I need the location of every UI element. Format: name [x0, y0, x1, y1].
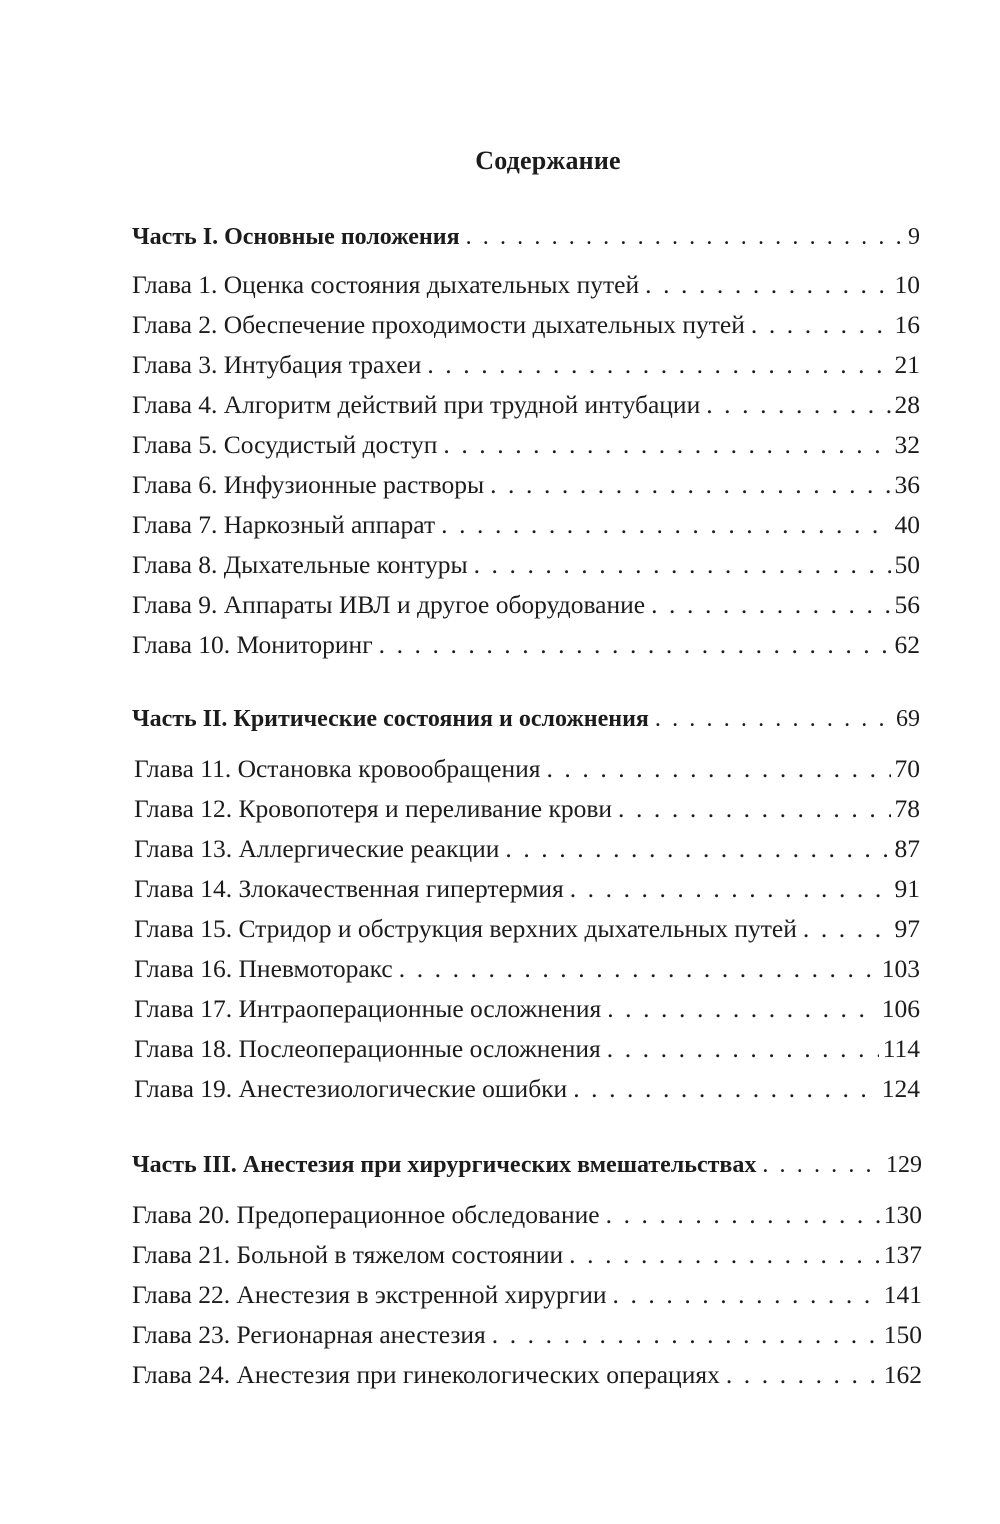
toc-page-number: 50	[894, 550, 920, 579]
toc-part-label: Часть II. Критические состояния и осложнения	[132, 706, 649, 732]
toc-chapter-entry	[134, 754, 920, 794]
toc-chapter-label: Глава 20. Предоперационное обследование	[132, 1200, 600, 1229]
toc-chapter-entry	[132, 630, 920, 670]
toc-chapter-label: Глава 7. Наркозный аппарат	[132, 510, 436, 539]
toc-chapter-entry	[134, 1034, 920, 1074]
toc-page-number: 103	[881, 954, 920, 983]
toc-chapter-entry	[134, 1074, 920, 1114]
dot-leader	[613, 1280, 880, 1310]
toc-part-entry	[132, 224, 920, 264]
toc-chapter-entry	[132, 1360, 922, 1400]
toc-chapter-label: Глава 3. Интубация трахеи	[132, 350, 422, 379]
dot-leader	[573, 1074, 878, 1104]
toc-page-number: 10	[894, 270, 920, 299]
toc-page-number: 69	[896, 706, 920, 732]
toc-chapter-entry	[132, 270, 920, 310]
toc-chapter-label: Глава 4. Алгоритм действий при трудной интубации	[132, 390, 701, 419]
toc-page-number: 16	[894, 310, 920, 339]
toc-chapter-label: Глава 8. Дыхательные контуры	[132, 550, 468, 579]
dot-leader	[706, 390, 890, 420]
dot-leader	[645, 270, 890, 300]
toc-page-number: 40	[894, 510, 920, 539]
toc-part-label: Часть I. Основные положения	[132, 224, 460, 250]
toc-chapter-label: Глава 13. Аллергические реакции	[134, 834, 500, 863]
toc-chapter-label: Глава 23. Регионарная анестезия	[132, 1320, 486, 1349]
toc-chapter-entry	[134, 994, 920, 1034]
toc-chapter-label: Глава 11. Остановка кровообращения	[134, 754, 541, 783]
dot-leader	[726, 1360, 880, 1390]
toc-part-entry	[132, 706, 920, 746]
toc-chapter-entry	[132, 350, 920, 390]
toc-page-number: 70	[894, 754, 920, 783]
toc-chapter-label: Глава 16. Пневмоторакс	[134, 954, 393, 983]
toc-page-number: 32	[894, 430, 920, 459]
dot-leader	[651, 590, 890, 620]
dot-leader	[427, 350, 890, 380]
dot-leader	[546, 754, 890, 784]
toc-page-number: 106	[881, 994, 920, 1023]
dot-leader	[569, 1240, 880, 1270]
toc-page-number: 28	[894, 390, 920, 419]
dot-leader	[570, 874, 891, 904]
toc-chapter-label: Глава 6. Инфузионные растворы	[132, 470, 485, 499]
toc-chapter-entry	[132, 390, 920, 430]
toc-page-number: 78	[894, 794, 920, 823]
dot-leader	[607, 994, 878, 1024]
toc-chapter-label: Глава 17. Интраоперационные осложнения	[134, 994, 602, 1023]
toc-page-number: 162	[883, 1360, 922, 1389]
toc-chapter-label: Глава 18. Послеоперационные осложнения	[134, 1034, 601, 1063]
toc-chapter-entry	[132, 1280, 922, 1320]
toc-page-number: 150	[883, 1320, 922, 1349]
toc-chapter-label: Глава 2. Обеспечение проходимости дыхательных путей	[132, 310, 745, 339]
toc-chapter-label: Глава 9. Аппараты ИВЛ и другое оборудование	[132, 590, 646, 619]
dot-leader	[490, 470, 890, 500]
toc-chapter-entry	[134, 794, 920, 834]
toc-chapter-label: Глава 12. Кровопотеря и переливание крови	[134, 794, 613, 823]
toc-chapter-entry	[132, 550, 920, 590]
toc-chapter-label: Глава 24. Анестезия при гинекологических операциях	[132, 1360, 720, 1389]
toc-page-number: 124	[881, 1074, 920, 1103]
dot-leader	[607, 1034, 879, 1064]
toc-chapter-entry	[132, 1320, 922, 1360]
toc-chapter-entry	[132, 1240, 922, 1280]
toc-chapter-label: Глава 22. Анестезия в экстренной хирургии	[132, 1280, 607, 1309]
toc-chapter-entry	[134, 834, 920, 874]
toc-chapter-entry	[134, 874, 920, 914]
toc-chapter-entry	[132, 310, 920, 350]
toc-chapter-label: Глава 14. Злокачественная гипертермия	[134, 874, 564, 903]
toc-page-number: 137	[883, 1240, 922, 1269]
toc-chapter-label: Глава 10. Мониторинг	[132, 630, 373, 659]
dot-leader	[762, 1152, 882, 1179]
dot-leader	[441, 510, 890, 540]
toc-chapter-label: Глава 19. Анестезиологические ошибки	[134, 1074, 568, 1103]
toc-chapter-entry	[132, 1200, 922, 1240]
toc-page-number: 62	[894, 630, 920, 659]
dot-leader	[655, 706, 892, 733]
dot-leader	[751, 310, 891, 340]
toc-chapter-label: Глава 1. Оценка состояния дыхательных путей	[132, 270, 640, 299]
toc-part-entry	[132, 1152, 922, 1192]
toc-chapter-label: Глава 21. Больной в тяжелом состоянии	[132, 1240, 564, 1269]
toc-chapter-entry	[134, 914, 920, 954]
toc-page-number: 141	[883, 1280, 922, 1309]
toc-chapter-entry	[132, 590, 920, 630]
dot-leader	[466, 224, 904, 251]
toc-page-number: 97	[894, 914, 920, 943]
dot-leader	[443, 430, 890, 460]
toc-page-number: 56	[894, 590, 920, 619]
toc-chapter-entry	[132, 510, 920, 550]
toc-page-number: 91	[894, 874, 920, 903]
toc-page-number: 130	[883, 1200, 922, 1229]
dot-leader	[505, 834, 890, 864]
toc-page-number: 36	[894, 470, 920, 499]
toc-chapter-label: Глава 15. Стридор и обструкция верхних дыхательных путей	[134, 914, 797, 943]
toc-page-number: 129	[886, 1152, 922, 1178]
toc-chapter-label: Глава 5. Сосудистый доступ	[132, 430, 438, 459]
toc-page-number: 9	[908, 224, 920, 250]
toc-part-label: Часть III. Анестезия при хирургических вмешательствах	[132, 1152, 757, 1178]
toc-chapter-entry	[134, 954, 920, 994]
toc-chapter-entry	[132, 470, 920, 510]
toc-page-number: 87	[894, 834, 920, 863]
toc-chapter-entry	[132, 430, 920, 470]
dot-leader	[618, 794, 890, 824]
dot-leader	[492, 1320, 880, 1350]
page-title: Содержание	[475, 146, 621, 175]
dot-leader	[399, 954, 878, 984]
toc-page-number: 114	[882, 1034, 920, 1063]
dot-leader	[606, 1200, 880, 1230]
dot-leader	[803, 914, 891, 944]
toc-page-number: 21	[894, 350, 920, 379]
dot-leader	[379, 630, 891, 660]
dot-leader	[474, 550, 891, 580]
